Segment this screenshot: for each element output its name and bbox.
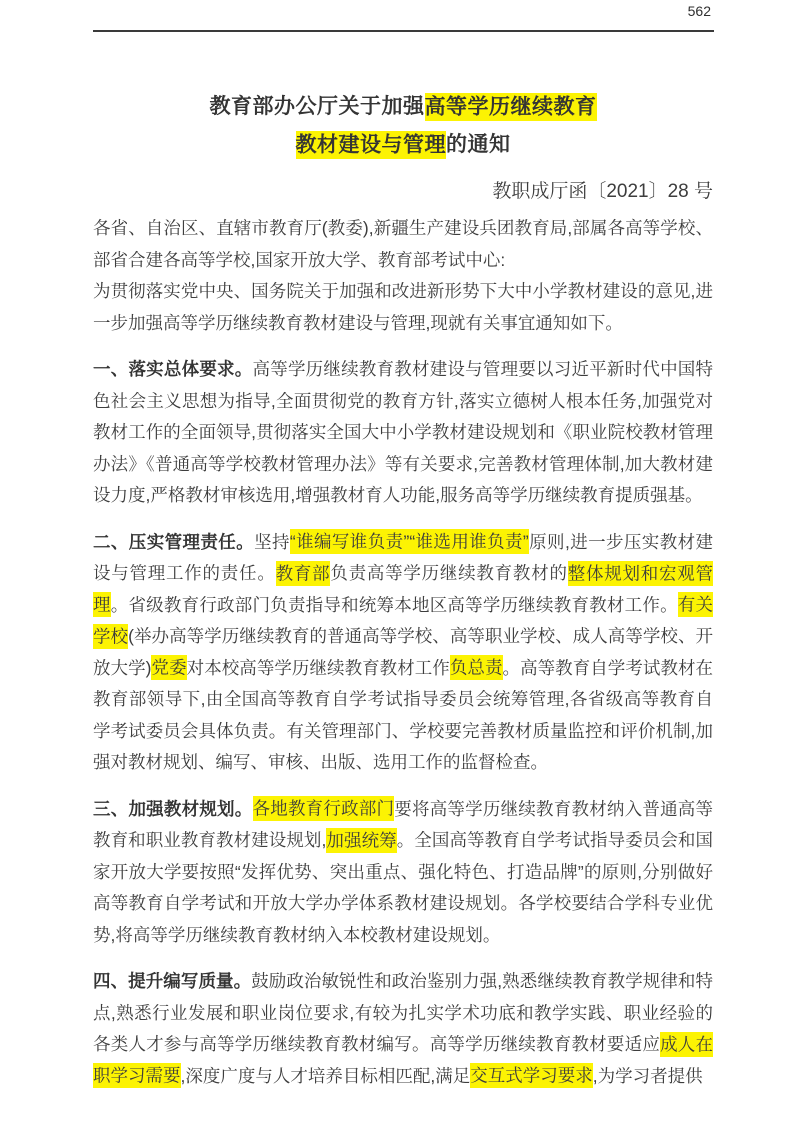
highlighted-text: 高等学历继续教育 [425, 93, 597, 121]
text-run: (举办高等学历继续教育的普通高等学校、高等职业学校、成人高等学校、开放大学) [93, 626, 714, 678]
document-body [93, 213, 713, 1092]
text-run: 教育部办公厅关于加强 [209, 95, 425, 118]
document-title [93, 88, 713, 164]
paragraph [93, 276, 713, 339]
text-run: 要将高等学历继续教育教材纳入普通高等教育和职业教育教材建设规划, [93, 798, 714, 851]
highlighted-text: 教育部 [276, 561, 331, 586]
highlighted-text: 成人在职学习需要 [93, 1032, 713, 1089]
highlighted-text: 整体规划和宏观管理 [93, 561, 713, 618]
text-run: 为贯彻落实党中央、国务院关于加强和改进新形势下大中小学教材建设的意见,进一步加强高等学历继续教育教材建设与管理,现就有关事宜通知如下。 [93, 281, 713, 333]
highlighted-text: 各地教育行政部门 [253, 796, 395, 821]
highlighted-text: 负总责 [450, 655, 503, 680]
title-line [93, 88, 713, 126]
section-heading-text: 二、压实管理责任。 [93, 531, 255, 552]
text-run: 负责高等学历继续教育教材的 [330, 563, 568, 584]
text-run: ,深度广度与人才培养目标相匹配,满足 [180, 1065, 471, 1086]
highlighted-text: 党委 [151, 655, 186, 680]
highlighted-text: “谁编写谁负责”“谁选用谁负责” [290, 529, 529, 554]
text-run: 坚持 [254, 531, 290, 552]
doc-number: 教职成厅函〔2021〕28 号 [492, 181, 713, 203]
highlighted-text: 有关学校 [93, 592, 713, 649]
section-paragraph [93, 794, 713, 952]
highlighted-text: 加强统筹 [326, 828, 396, 853]
highlighted-text: 交互式学习要求 [470, 1063, 593, 1088]
text-run: 对本校高等学历继续教育教材工作 [186, 657, 450, 678]
text-run: 鼓励政治敏锐性和政治鉴别力强,熟悉继续教育教学规律和特点,熟悉行业发展和职业岗位要求,有较为扎实学术功底和教学实践、职业经验的各类人才参与高等学历继续教育教材编写。高等学历继续教育教材要适应 [93, 971, 713, 1055]
section-heading-text: 四、提升编写质量。 [93, 971, 252, 992]
section-heading-text: 三、加强教材规划。 [93, 798, 253, 819]
paragraph [93, 213, 713, 276]
text-run: 高等学历继续教育教材建设与管理要以习近平新时代中国特色社会主义思想为指导,全面贯彻党的教育方针,落实立德树人根本任务,加强党对教材工作的全面领导,贯彻落实全国大中小学教材建设规划和《职业院校教材管理办法》《普通高等学校教材管理办法》等有关要求,完善教材管理体制,加大教材建设力度,严格教材审核选用,增强教材育人功能,服务高等学历继续教育提质强基。 [93, 359, 714, 506]
section-paragraph [93, 354, 713, 512]
text-run: 。全国高等教育自学考试指导委员会和国家开放大学要按照“发挥优势、突出重点、强化特色、打造品牌”的原则,分别做好高等教育自学考试和开放大学办学体系教材建设规划。各学校要结合学科专业优势,将高等学历继续教育教材纳入本校教材建设规划。 [93, 830, 713, 945]
text-run: 原则,进一步压实教材建设与管理工作的责任。 [93, 531, 714, 584]
title-line [93, 126, 713, 164]
text-run: ,为学习者提供 [592, 1065, 703, 1086]
section-paragraph [93, 966, 713, 1092]
text-run: 各省、自治区、直辖市教育厅(教委),新疆生产建设兵团教育局,部属各高等学校、部省合建各高等学校,国家开放大学、教育部考试中心: [93, 218, 713, 270]
highlighted-text: 教材建设与管理 [296, 131, 447, 159]
document-content [93, 32, 713, 1092]
text-run: 的通知 [446, 133, 511, 156]
section-paragraph [93, 527, 713, 779]
page-number: 562 [687, 3, 711, 19]
text-run: 。省级教育行政部门负责指导和统筹本地区高等学历继续教育教材工作。 [110, 594, 678, 615]
section-heading-text: 一、落实总体要求。 [93, 359, 253, 380]
text-run: 。高等教育自学考试教材在教育部领导下,由全国高等教育自学考试指导委员会统筹管理,各省级高等教育自学考试委员会具体负责。有关管理部门、学校要完善教材质量监控和评价机制,加强对教材规划、编写、审核、出版、选用工作的监督检查。 [93, 657, 714, 773]
